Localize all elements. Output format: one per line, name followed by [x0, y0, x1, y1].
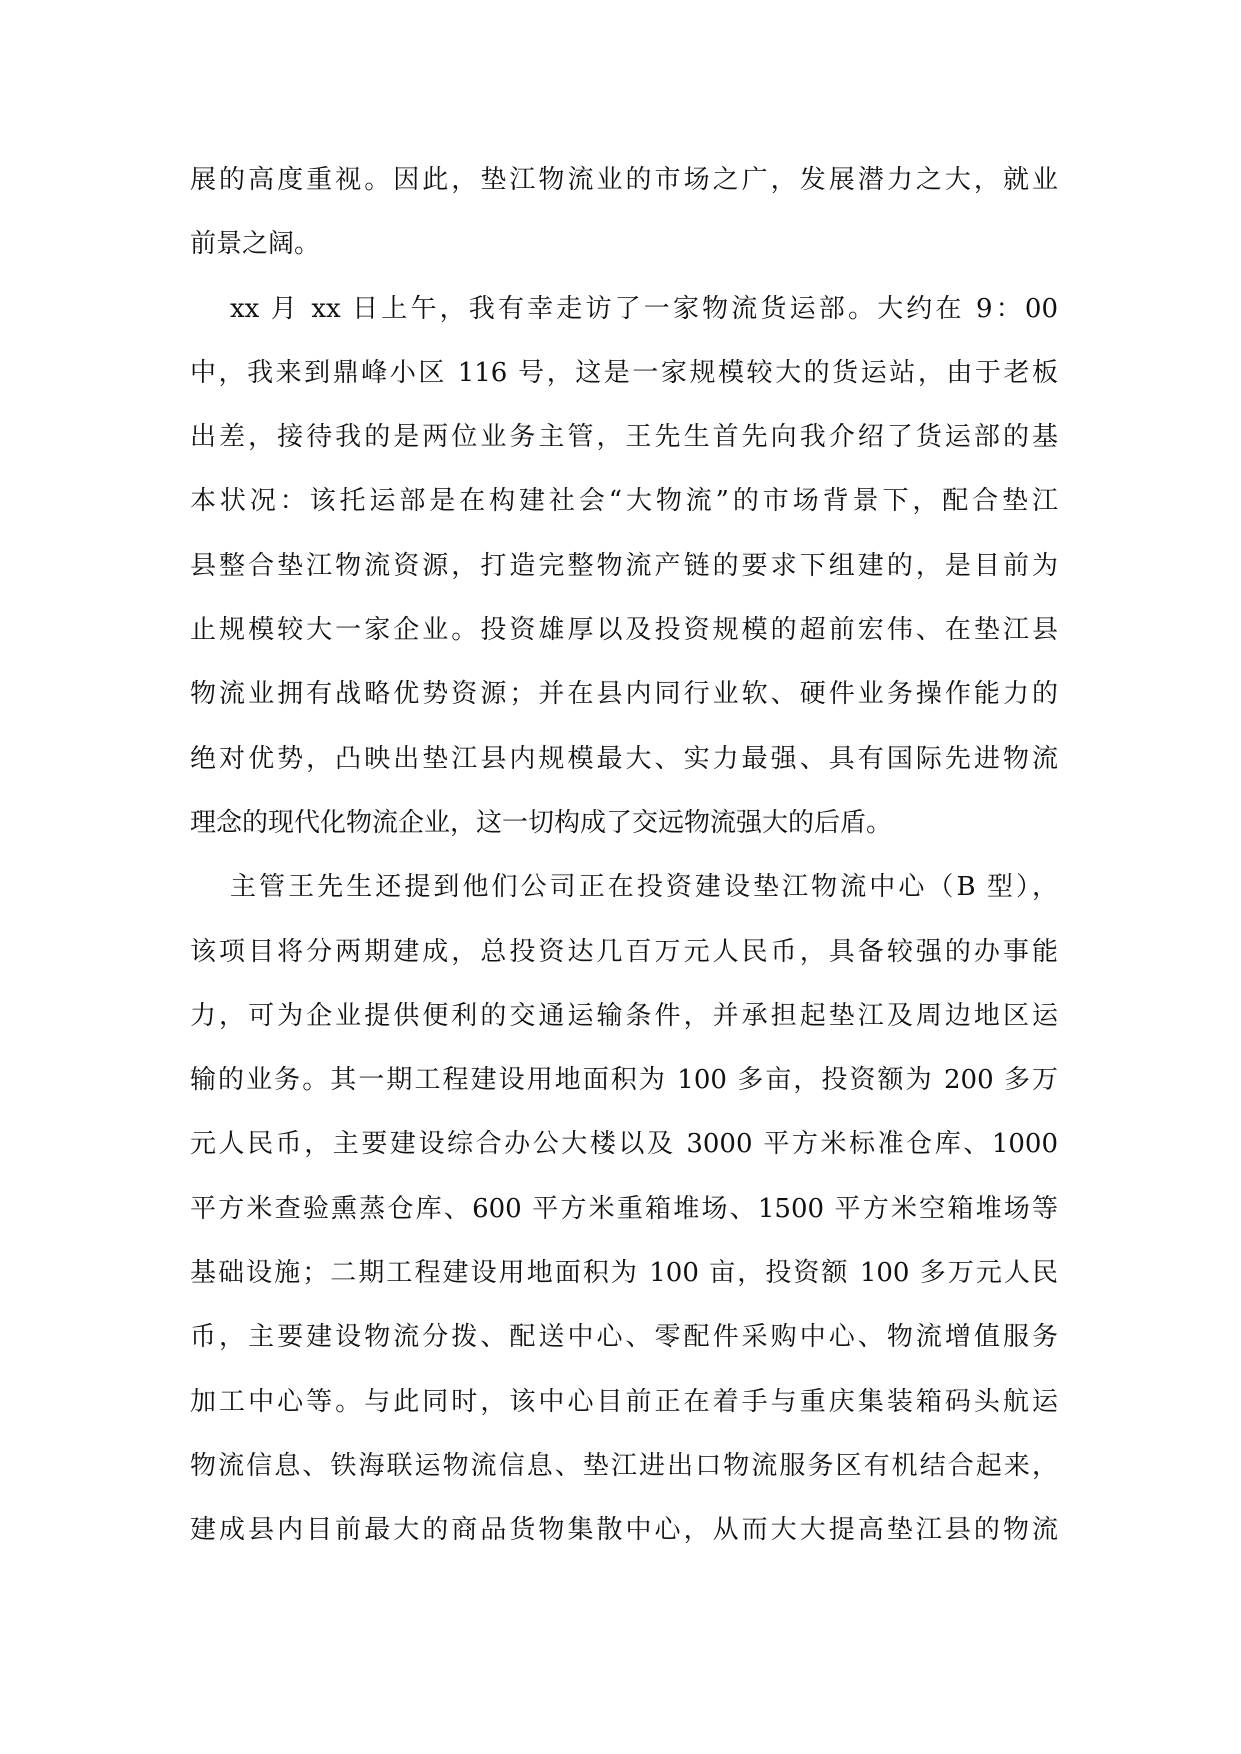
- text-line: 县整合垫江物流资源，打造完整物流产链的要求下组建的，是目前为: [190, 550, 1058, 581]
- body-text: [190, 148, 1058, 1563]
- text-line: 元人民币，主要建设综合办公大楼以及 3000 平方米标准仓库、1000: [190, 1129, 1058, 1160]
- text-line: 理念的现代化物流企业，这一切构成了交远物流强大的后盾。: [190, 807, 893, 838]
- text-line: 中，我来到鼎峰小区 116 号，这是一家规模较大的货运站，由于老板: [190, 357, 1058, 388]
- text-line: 前景之阔。: [190, 229, 321, 260]
- text-line: 本状况：该托运部是在构建社会“大物流”的市场背景下，配合垫江: [190, 486, 1058, 517]
- text-line: 建成县内目前最大的商品货物集散中心，从而大大提高垫江县的物流: [190, 1515, 1058, 1546]
- text-line: 币，主要建设物流分拨、配送中心、零配件采购中心、物流增值服务: [190, 1322, 1058, 1353]
- text-line: 物流业拥有战略优势资源；并在县内同行业软、硬件业务操作能力的: [190, 679, 1058, 710]
- text-line: 止规模较大一家企业。投资雄厚以及投资规模的超前宏伟、在垫江县: [190, 615, 1058, 646]
- text-line: 物流信息、铁海联运物流信息、垫江进出口物流服务区有机结合起来，: [190, 1450, 1058, 1481]
- text-line: 该项目将分两期建成，总投资达几百万元人民币，具备较强的办事能: [190, 936, 1058, 967]
- text-line: 输的业务。其一期工程建设用地面积为 100 多亩，投资额为 200 多万: [190, 1065, 1058, 1096]
- text-line: xx 月 xx 日上午，我有幸走访了一家物流货运部。大约在 9：00: [230, 293, 1058, 324]
- text-line: 绝对优势，凸映出垫江县内规模最大、实力最强、具有国际先进物流: [190, 743, 1058, 774]
- text-line: 基础设施；二期工程建设用地面积为 100 亩，投资额 100 多万元人民: [190, 1258, 1058, 1289]
- text-line: 主管王先生还提到他们公司正在投资建设垫江物流中心（B 型），: [230, 872, 1058, 903]
- text-line: 加工中心等。与此同时，该中心目前正在着手与重庆集装箱码头航运: [190, 1386, 1058, 1417]
- text-line: 展的高度重视。因此，垫江物流业的市场之广，发展潜力之大，就业: [190, 165, 1058, 195]
- text-line: 力，可为企业提供便利的交通运输条件，并承担起垫江及周边地区运: [190, 1000, 1058, 1031]
- text-line: 出差，接待我的是两位业务主管，王先生首先向我介绍了货运部的基: [190, 422, 1058, 453]
- text-line: 平方米查验熏蒸仓库、600 平方米重箱堆场、1500 平方米空箱堆场等: [190, 1193, 1058, 1224]
